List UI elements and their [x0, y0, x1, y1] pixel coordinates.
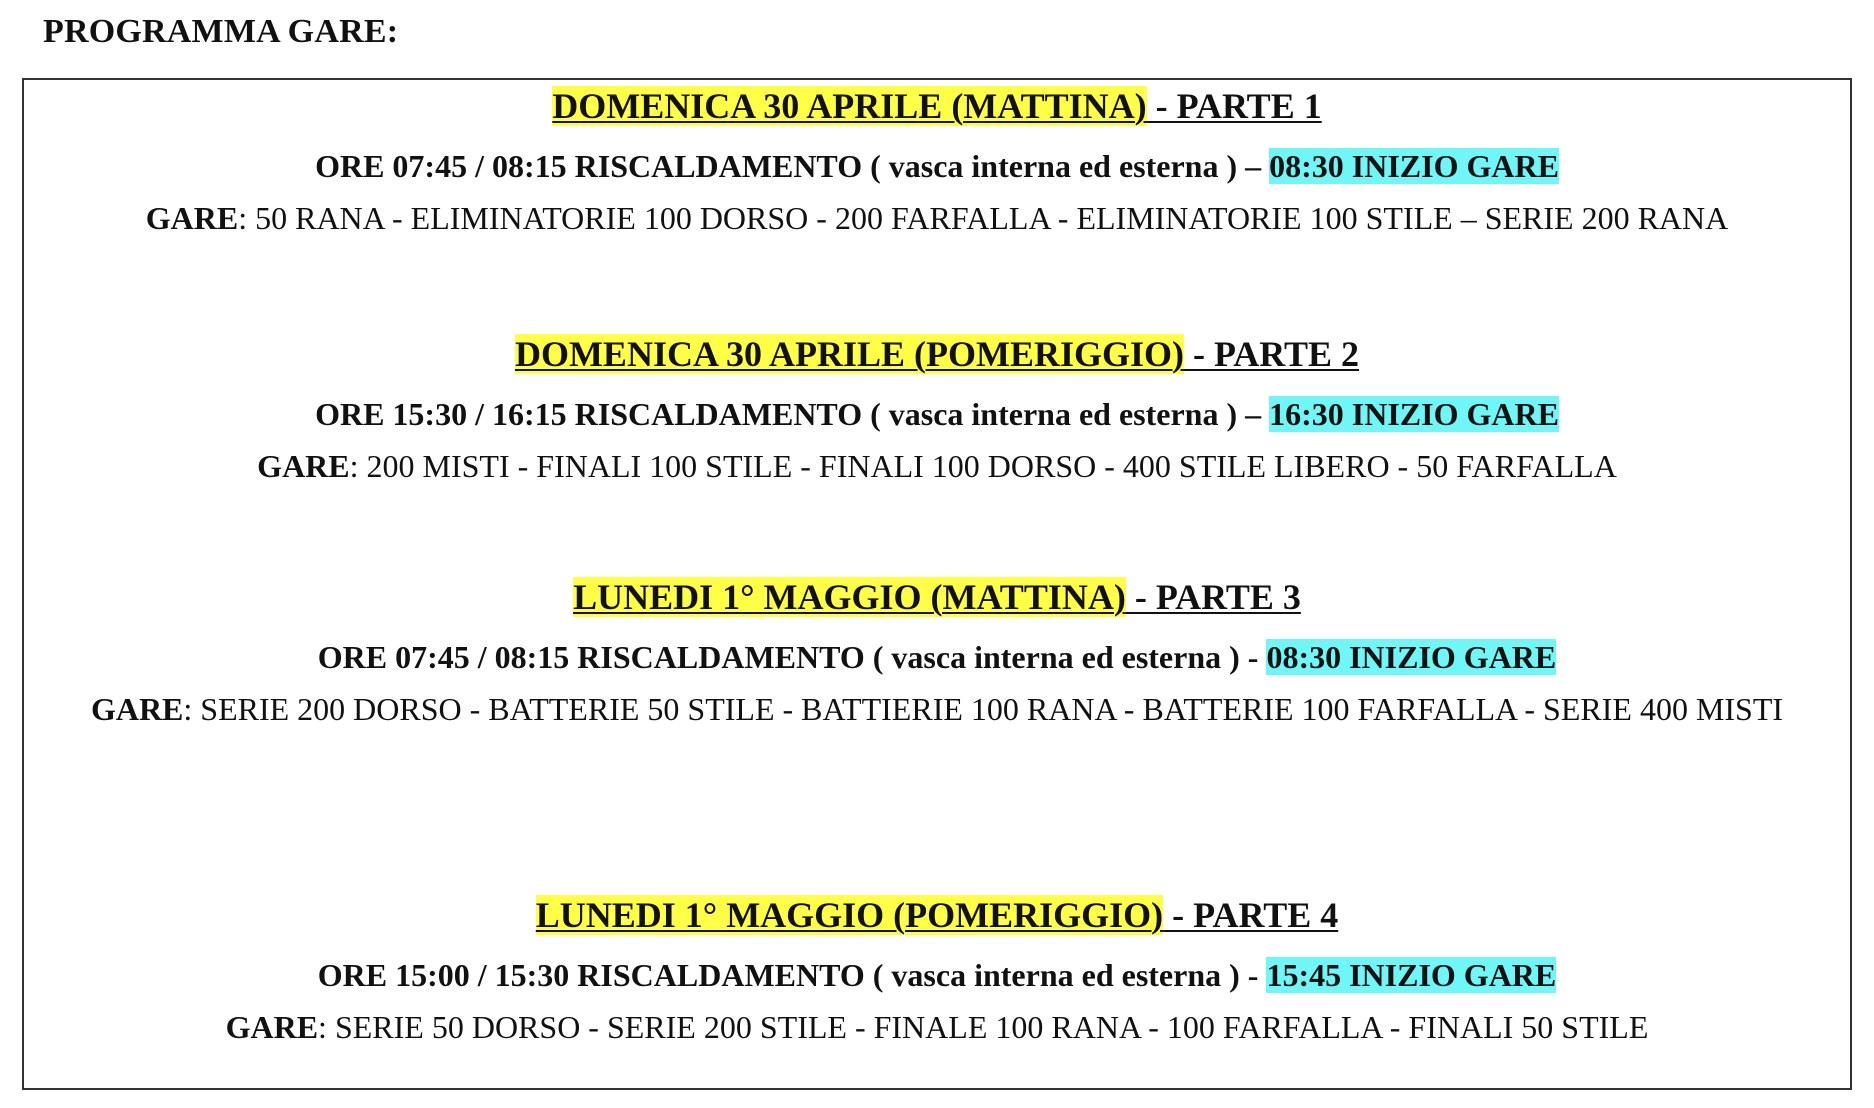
session-part-4	[24, 893, 1850, 1058]
races-line	[24, 997, 1850, 1058]
session-part-label: - PARTE 2	[1183, 334, 1360, 374]
session-day: LUNEDI 1° MAGGIO (MATTINA)	[573, 577, 1126, 617]
session-day: LUNEDI 1° MAGGIO (POMERIGGIO)	[535, 895, 1164, 935]
start-time: 08:30 INIZIO GARE	[1266, 639, 1557, 675]
races-list: : 50 RANA - ELIMINATORIE 100 DORSO - 200 FARFALLA - ELIMINATORIE 100 STILE – SERIE 200 RANA	[238, 200, 1729, 236]
schedule-box	[22, 78, 1852, 1090]
session-part-label: - PARTE 3	[1125, 577, 1301, 617]
warmup-line	[24, 146, 1850, 186]
session-part-3	[24, 575, 1850, 740]
session-part-label: - PARTE 4	[1163, 895, 1339, 935]
races-line	[24, 188, 1850, 249]
warmup-line	[24, 955, 1850, 995]
session-heading	[24, 893, 1850, 937]
session-part-label: - PARTE 1	[1146, 86, 1322, 126]
session-heading	[24, 84, 1850, 128]
session-day: DOMENICA 30 APRILE (MATTINA)	[552, 86, 1147, 126]
session-part-1	[24, 84, 1850, 249]
races-list: : 200 MISTI - FINALI 100 STILE - FINALI 100 DORSO - 400 STILE LIBERO - 50 FARFALLA	[349, 448, 1617, 484]
warmup-text: ORE 15:30 / 16:15 RISCALDAMENTO ( vasca interna ed esterna ) –	[315, 396, 1270, 432]
races-label: GARE	[225, 1009, 319, 1045]
start-time: 08:30 INIZIO GARE	[1269, 148, 1559, 184]
races-line	[24, 679, 1850, 740]
races-line	[24, 436, 1850, 497]
races-list: : SERIE 50 DORSO - SERIE 200 STILE - FINALE 100 RANA - 100 FARFALLA - FINALI 50 STILE	[318, 1009, 1649, 1045]
races-label: GARE	[90, 691, 184, 727]
warmup-text: ORE 07:45 / 08:15 RISCALDAMENTO ( vasca interna ed esterna ) –	[315, 148, 1270, 184]
warmup-line	[24, 394, 1850, 434]
session-day: DOMENICA 30 APRILE (POMERIGGIO)	[514, 334, 1184, 374]
start-time: 16:30 INIZIO GARE	[1269, 396, 1559, 432]
races-label: GARE	[257, 448, 350, 484]
page-title: PROGRAMMA GARE:	[43, 13, 399, 50]
warmup-text: ORE 07:45 / 08:15 RISCALDAMENTO ( vasca interna ed esterna ) -	[317, 639, 1267, 675]
session-heading	[24, 575, 1850, 619]
races-label: GARE	[145, 200, 239, 236]
warmup-line	[24, 637, 1850, 677]
warmup-text: ORE 15:00 / 15:30 RISCALDAMENTO ( vasca interna ed esterna ) -	[317, 957, 1267, 993]
session-heading	[24, 332, 1850, 376]
session-part-2	[24, 332, 1850, 497]
races-list: : SERIE 200 DORSO - BATTERIE 50 STILE - BATTIERIE 100 RANA - BATTERIE 100 FARFALLA - SERIE 400 MISTI	[183, 691, 1784, 727]
start-time: 15:45 INIZIO GARE	[1266, 957, 1557, 993]
